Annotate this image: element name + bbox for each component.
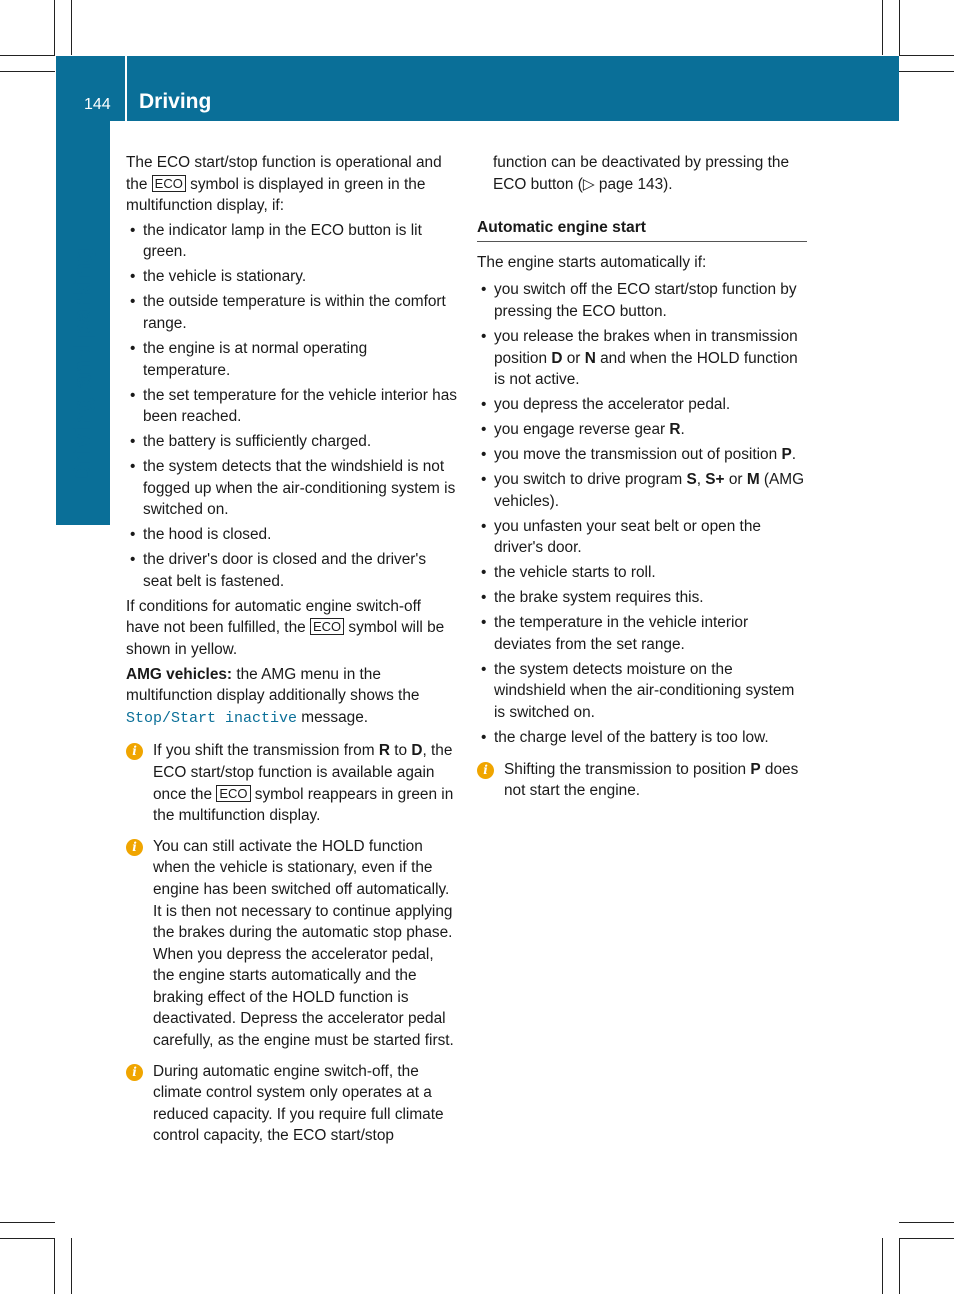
list-item: • the driver's door is closed and the driver's seat belt is fastened. [126, 549, 458, 592]
list-item: • the system detects that the windshield is not fogged up when the air-conditioning system is switched on. [126, 456, 458, 521]
info-icon: i [477, 762, 494, 779]
engine-start-list [477, 279, 807, 748]
list-item: • the brake system requires this. [477, 587, 807, 609]
engine-start-intro: The engine starts automatically if: [477, 253, 707, 271]
crop-mark [54, 1238, 55, 1294]
crop-mark [899, 1238, 954, 1239]
list-item: • you unfasten your seat belt or open the driver's door. [477, 516, 807, 559]
not-fulfilled-paragraph: If conditions for automatic engine switch-off have not been fulfilled, the ECO symbol will be shown in yellow. [126, 597, 445, 658]
crop-mark [899, 1222, 954, 1223]
eco-symbol: ECO [310, 618, 344, 635]
list-item: • you release the brakes when in transmission position D or N and when the HOLD function is not active. [477, 326, 807, 391]
conditions-list [126, 220, 458, 593]
info-icon: i [126, 743, 143, 760]
page-number: 144 [84, 96, 111, 113]
list-item: • the hood is closed. [126, 524, 458, 546]
list-item: • you switch to drive program S, S+ or M (AMG vehicles). [477, 469, 807, 512]
eco-intro: The ECO start/stop function is operational and the ECO symbol is displayed in green in the multifunction display, if: [126, 154, 442, 215]
crop-mark [54, 0, 55, 55]
crop-mark [899, 1238, 900, 1294]
section-tab-label: Driving and parking [68, 247, 97, 483]
info-icon: i [126, 1064, 143, 1081]
info-note: i You can still activate the HOLD function when the vehicle is stationary, even if the engine has been switched off automatically. It is then not necessary to continue applying the brakes during the automatic stop phase. When you depress the accelerator pedal, the engine starts automatically and the braking effect of the HOLD function is deactivated. Depress the accelerator pedal carefully, as the engine must be started first. [126, 836, 458, 1052]
info-note: i During automatic engine switch-off, the climate control system only operates at a reduced capacity. If you require full climate control capacity, the ECO start/stop [126, 1061, 458, 1147]
crop-mark [882, 0, 883, 55]
crop-mark [899, 71, 954, 72]
display-message: Stop/Start inactive [126, 709, 298, 727]
list-item: • the set temperature for the vehicle interior has been reached. [126, 385, 458, 428]
crop-mark [882, 1238, 883, 1294]
list-item: • the engine is at normal operating temperature. [126, 338, 458, 381]
list-item: • you engage reverse gear R. [477, 419, 807, 441]
amg-paragraph: AMG vehicles: the AMG menu in the multifunction display additionally shows the Stop/Start inactive message. [126, 665, 420, 727]
crop-mark [0, 71, 55, 72]
note-continuation: function can be deactivated by pressing the ECO button (▷ page 143). [493, 154, 790, 193]
section-heading: Automatic engine start [477, 217, 807, 242]
crop-mark [0, 1238, 55, 1239]
crop-mark [0, 55, 55, 56]
header-divider [125, 56, 127, 121]
list-item: • the outside temperature is within the comfort range. [126, 291, 458, 334]
page-header [56, 56, 899, 121]
info-icon: i [126, 839, 143, 856]
list-item: • the indicator lamp in the ECO button is lit green. [126, 220, 458, 263]
eco-symbol: ECO [216, 785, 250, 802]
list-item: • you move the transmission out of position P. [477, 444, 807, 466]
chapter-title: Driving [139, 90, 212, 113]
list-item: • the vehicle is stationary. [126, 266, 458, 288]
right-column [477, 152, 807, 802]
list-item: • the temperature in the vehicle interior deviates from the set range. [477, 612, 807, 655]
list-item: • the vehicle starts to roll. [477, 562, 807, 584]
list-item: • the battery is sufficiently charged. [126, 431, 458, 453]
crop-mark [899, 55, 954, 56]
list-item: • the system detects moisture on the windshield when the air-conditioning system is switched on. [477, 659, 807, 724]
crop-mark [0, 1222, 55, 1223]
list-item: • you switch off the ECO start/stop function by pressing the ECO button. [477, 279, 807, 322]
crop-mark [899, 0, 900, 55]
left-column [126, 152, 458, 1147]
info-note: i Shifting the transmission to position P does not start the engine. [477, 759, 807, 802]
info-note: i If you shift the transmission from R to D, the ECO start/stop function is available again once the ECO symbol reappears in green in the multifunction display. [126, 740, 458, 826]
crop-mark [71, 1238, 72, 1294]
list-item: • the charge level of the battery is too low. [477, 727, 807, 749]
list-item: • you depress the accelerator pedal. [477, 394, 807, 416]
crop-mark [71, 0, 72, 55]
eco-symbol: ECO [152, 175, 186, 192]
